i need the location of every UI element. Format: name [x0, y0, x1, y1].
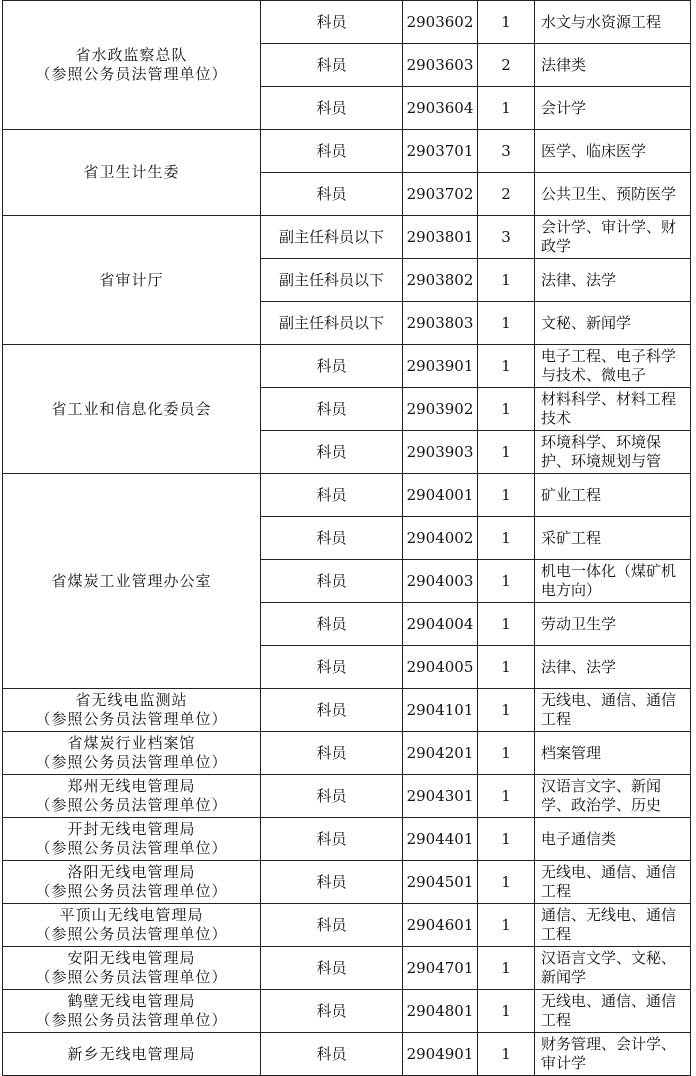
recruitment-table	[2, 0, 691, 1076]
count-cell: 1	[478, 947, 535, 990]
unit-name-line: 洛阳无线电管理局	[67, 863, 196, 881]
position-cell: 科员	[261, 1, 403, 44]
major-cell: 档案管理	[535, 732, 691, 775]
major-cell: 通信、无线电、通信工程	[535, 904, 691, 947]
unit-name-line: 省煤炭工业管理办公室	[51, 571, 212, 590]
major-cell: 劳动卫生学	[535, 603, 691, 646]
table-row	[3, 1, 691, 44]
code-cell: 2904101	[403, 689, 478, 732]
count-cell: 1	[478, 689, 535, 732]
unit-name-line: （参照公务员法管理单位）	[35, 968, 228, 986]
code-cell: 2904201	[403, 732, 478, 775]
unit-name-cell	[3, 216, 261, 345]
unit-name-cell	[3, 904, 261, 947]
unit-name-cell	[3, 775, 261, 818]
count-cell: 1	[478, 603, 535, 646]
unit-name-line: （参照公务员法管理单位）	[35, 753, 228, 771]
major-cell: 法律、法学	[535, 259, 691, 302]
code-cell: 2903603	[403, 44, 478, 87]
unit-name-line: 省审计厅	[99, 270, 164, 289]
position-cell: 科员	[261, 990, 403, 1033]
unit-name-cell	[3, 732, 261, 775]
count-cell: 1	[478, 345, 535, 388]
position-cell: 科员	[261, 431, 403, 474]
count-cell: 3	[478, 130, 535, 173]
unit-name-line: 新乡无线电管理局	[67, 1044, 196, 1063]
count-cell: 1	[478, 990, 535, 1033]
unit-name-cell	[3, 130, 261, 216]
position-cell: 科员	[261, 904, 403, 947]
position-cell: 科员	[261, 775, 403, 818]
table-row	[3, 947, 691, 990]
unit-name-line: 开封无线电管理局	[67, 820, 196, 838]
table-row	[3, 345, 691, 388]
code-cell: 2903802	[403, 259, 478, 302]
unit-name-cell	[3, 990, 261, 1033]
major-cell: 汉语言文学、文秘、新闻学	[535, 947, 691, 990]
major-cell: 汉语言文字、新闻学、政治学、历史	[535, 775, 691, 818]
position-cell: 科员	[261, 173, 403, 216]
table-row	[3, 689, 691, 732]
position-cell: 科员	[261, 689, 403, 732]
table-body	[3, 1, 691, 1076]
count-cell: 1	[478, 431, 535, 474]
position-cell: 科员	[261, 1033, 403, 1076]
major-cell: 矿业工程	[535, 474, 691, 517]
unit-name-line: 省无线电监测站	[75, 691, 188, 709]
unit-name-cell	[3, 818, 261, 861]
unit-name-line: 省卫生计生委	[83, 163, 180, 181]
unit-name-line: 省水政监察总队	[75, 46, 188, 64]
unit-name-line: （参照公务员法管理单位）	[35, 796, 228, 814]
count-cell: 2	[478, 44, 535, 87]
unit-name-line: （参照公务员法管理单位）	[35, 1011, 228, 1029]
position-cell: 科员	[261, 388, 403, 431]
unit-name-line: 平顶山无线电管理局	[59, 906, 204, 924]
count-cell: 1	[478, 904, 535, 947]
position-cell: 科员	[261, 345, 403, 388]
position-cell: 科员	[261, 87, 403, 130]
code-cell: 2904501	[403, 861, 478, 904]
major-cell: 会计学	[535, 87, 691, 130]
major-cell: 无线电、通信、通信工程	[535, 990, 691, 1033]
count-cell: 1	[478, 861, 535, 904]
unit-name-cell	[3, 474, 261, 689]
count-cell: 1	[478, 87, 535, 130]
major-cell: 无线电、通信、通信工程	[535, 689, 691, 732]
code-cell: 2904001	[403, 474, 478, 517]
major-cell: 会计学、审计学、财政学	[535, 216, 691, 259]
major-cell: 机电一体化（煤矿机电方向）	[535, 560, 691, 603]
unit-name-cell	[3, 1033, 261, 1076]
position-cell: 科员	[261, 603, 403, 646]
unit-name-line: （参照公务员法管理单位）	[35, 710, 228, 728]
code-cell: 2904701	[403, 947, 478, 990]
table-row	[3, 216, 691, 259]
position-cell: 科员	[261, 474, 403, 517]
code-cell: 2904901	[403, 1033, 478, 1076]
count-cell: 3	[478, 216, 535, 259]
table-row	[3, 130, 691, 173]
unit-name-line: （参照公务员法管理单位）	[35, 65, 228, 83]
position-cell: 科员	[261, 44, 403, 87]
unit-name-cell	[3, 345, 261, 474]
count-cell: 2	[478, 173, 535, 216]
table-row	[3, 818, 691, 861]
code-cell: 2904005	[403, 646, 478, 689]
table-row	[3, 732, 691, 775]
code-cell: 2904004	[403, 603, 478, 646]
table-row	[3, 775, 691, 818]
count-cell: 1	[478, 732, 535, 775]
unit-name-line: （参照公务员法管理单位）	[35, 925, 228, 943]
unit-name-line: （参照公务员法管理单位）	[35, 882, 228, 900]
position-cell: 科员	[261, 732, 403, 775]
major-cell: 水文与水资源工程	[535, 1, 691, 44]
count-cell: 1	[478, 818, 535, 861]
unit-name-cell	[3, 947, 261, 990]
table-row	[3, 474, 691, 517]
unit-name-line: 省煤炭行业档案馆	[67, 734, 196, 752]
count-cell: 1	[478, 517, 535, 560]
major-cell: 文秘、新闻学	[535, 302, 691, 345]
code-cell: 2903902	[403, 388, 478, 431]
table-row	[3, 1033, 691, 1076]
count-cell: 1	[478, 560, 535, 603]
code-cell: 2904002	[403, 517, 478, 560]
count-cell: 1	[478, 259, 535, 302]
code-cell: 2904601	[403, 904, 478, 947]
unit-name-line: 鹤壁无线电管理局	[67, 992, 196, 1010]
unit-name-cell	[3, 861, 261, 904]
count-cell: 1	[478, 474, 535, 517]
position-cell: 科员	[261, 947, 403, 990]
table-row	[3, 861, 691, 904]
unit-name-line: 安阳无线电管理局	[67, 949, 196, 967]
code-cell: 2903701	[403, 130, 478, 173]
major-cell: 财务管理、会计学、审计学	[535, 1033, 691, 1076]
position-cell: 副主任科员以下	[261, 259, 403, 302]
code-cell: 2904301	[403, 775, 478, 818]
table-row	[3, 904, 691, 947]
unit-name-cell	[3, 1, 261, 130]
count-cell: 1	[478, 646, 535, 689]
position-cell: 科员	[261, 861, 403, 904]
count-cell: 1	[478, 1, 535, 44]
count-cell: 1	[478, 302, 535, 345]
unit-name-line: 郑州无线电管理局	[67, 777, 196, 795]
major-cell: 法律、法学	[535, 646, 691, 689]
major-cell: 材料科学、材料工程技术	[535, 388, 691, 431]
count-cell: 1	[478, 775, 535, 818]
position-cell: 副主任科员以下	[261, 216, 403, 259]
unit-name-line: （参照公务员法管理单位）	[35, 839, 228, 857]
major-cell: 公共卫生、预防医学	[535, 173, 691, 216]
major-cell: 电子工程、电子科学与技术、微电子	[535, 345, 691, 388]
code-cell: 2903702	[403, 173, 478, 216]
code-cell: 2903604	[403, 87, 478, 130]
position-cell: 科员	[261, 517, 403, 560]
major-cell: 医学、临床医学	[535, 130, 691, 173]
unit-name-line: 省工业和信息化委员会	[51, 399, 212, 418]
major-cell: 法律类	[535, 44, 691, 87]
position-cell: 副主任科员以下	[261, 302, 403, 345]
code-cell: 2904401	[403, 818, 478, 861]
major-cell: 无线电、通信、通信工程	[535, 861, 691, 904]
count-cell: 1	[478, 388, 535, 431]
code-cell: 2903801	[403, 216, 478, 259]
count-cell: 1	[478, 1033, 535, 1076]
code-cell: 2904003	[403, 560, 478, 603]
code-cell: 2903903	[403, 431, 478, 474]
position-cell: 科员	[261, 130, 403, 173]
major-cell: 采矿工程	[535, 517, 691, 560]
code-cell: 2904801	[403, 990, 478, 1033]
major-cell: 电子通信类	[535, 818, 691, 861]
major-cell: 环境科学、环境保护、环境规划与管	[535, 431, 691, 474]
position-cell: 科员	[261, 646, 403, 689]
position-cell: 科员	[261, 560, 403, 603]
position-cell: 科员	[261, 818, 403, 861]
code-cell: 2903803	[403, 302, 478, 345]
unit-name-cell	[3, 689, 261, 732]
code-cell: 2903602	[403, 1, 478, 44]
table-row	[3, 990, 691, 1033]
code-cell: 2903901	[403, 345, 478, 388]
